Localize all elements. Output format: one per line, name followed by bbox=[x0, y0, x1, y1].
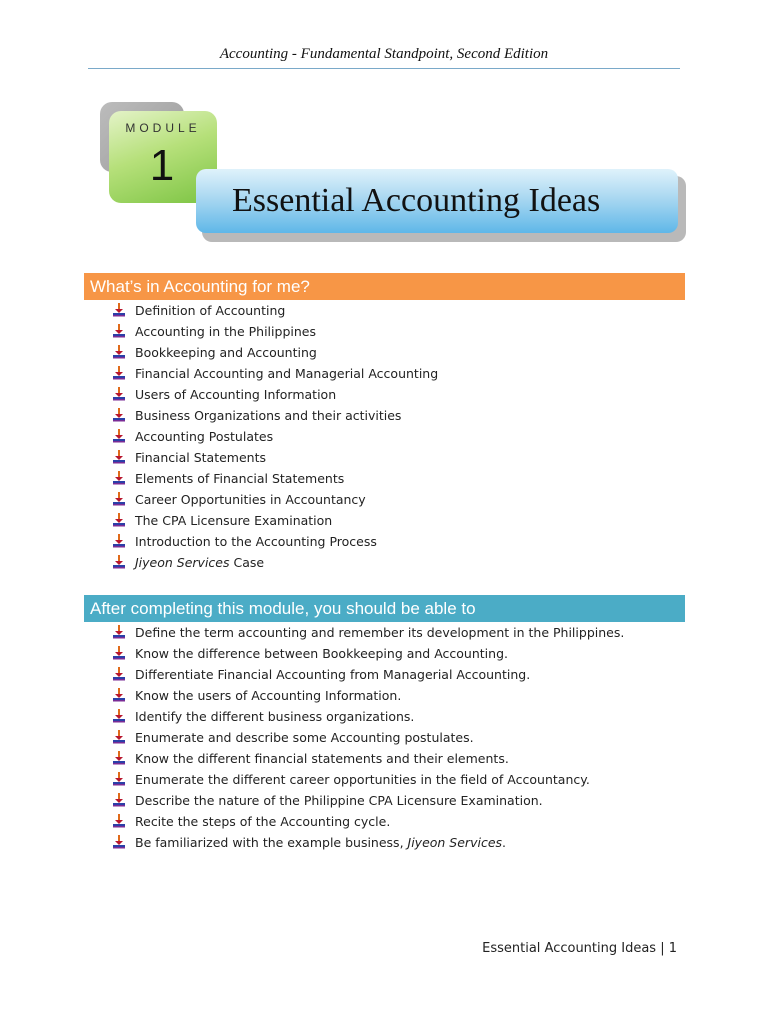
title-box bbox=[196, 169, 678, 233]
arrow-bullet-icon bbox=[112, 470, 126, 486]
list-item bbox=[112, 363, 438, 384]
list-item-text: Define the term accounting and remember its development in the Philippines. bbox=[135, 625, 625, 640]
arrow-bullet-icon bbox=[112, 302, 126, 318]
list-item bbox=[112, 769, 624, 790]
list-item-text: Elements of Financial Statements bbox=[135, 471, 345, 486]
list-item-text: Financial Accounting and Managerial Accounting bbox=[135, 366, 439, 381]
arrow-bullet-icon bbox=[112, 491, 126, 507]
section-heading-objectives: After completing this module, you should be able to bbox=[84, 595, 685, 622]
list-item bbox=[112, 426, 438, 447]
objectives-list bbox=[112, 622, 624, 853]
arrow-bullet-icon bbox=[112, 365, 126, 381]
list-item bbox=[112, 832, 624, 853]
list-item bbox=[112, 622, 624, 643]
arrow-bullet-icon bbox=[112, 323, 126, 339]
list-item bbox=[112, 811, 624, 832]
list-item-text: . bbox=[502, 835, 507, 850]
arrow-bullet-icon bbox=[112, 729, 126, 745]
arrow-bullet-icon bbox=[112, 666, 126, 682]
list-item bbox=[112, 489, 438, 510]
list-item-text: Know the users of Accounting Information. bbox=[135, 688, 402, 703]
list-item bbox=[112, 706, 624, 727]
list-item bbox=[112, 727, 624, 748]
arrow-bullet-icon bbox=[112, 428, 126, 444]
list-item-text: Enumerate and describe some Accounting postulates. bbox=[135, 730, 474, 745]
running-header: Accounting - Fundamental Standpoint, Second Edition bbox=[219, 46, 549, 62]
list-item bbox=[112, 643, 624, 664]
list-item bbox=[112, 468, 438, 489]
arrow-bullet-icon bbox=[112, 449, 126, 465]
list-item-text: Know the difference between Bookkeeping and Accounting. bbox=[135, 646, 508, 661]
list-item bbox=[112, 300, 438, 321]
list-item-text: Recite the steps of the Accounting cycle. bbox=[135, 814, 391, 829]
list-item bbox=[112, 664, 624, 685]
business-name: Jiyeon Services bbox=[135, 555, 230, 570]
arrow-bullet-icon bbox=[112, 533, 126, 549]
arrow-bullet-icon bbox=[112, 344, 126, 360]
list-item-text: Differentiate Financial Accounting from Managerial Accounting. bbox=[135, 667, 531, 682]
arrow-bullet-icon bbox=[112, 708, 126, 724]
list-item-text: The CPA Licensure Examination bbox=[135, 513, 333, 528]
list-item-text: Identify the different business organizations. bbox=[135, 709, 415, 724]
list-item-text: Be familiarized with the example business, bbox=[135, 835, 408, 850]
list-item bbox=[112, 531, 438, 552]
list-item-text: Career Opportunities in Accountancy bbox=[135, 492, 366, 507]
list-item-text: Accounting Postulates bbox=[135, 429, 274, 444]
header-rule bbox=[88, 68, 680, 69]
arrow-bullet-icon bbox=[112, 771, 126, 787]
list-item bbox=[112, 447, 438, 468]
business-name: Jiyeon Services bbox=[407, 835, 503, 850]
list-item-text: Enumerate the different career opportunities in the field of Accountancy. bbox=[135, 772, 590, 787]
arrow-bullet-icon bbox=[112, 554, 126, 570]
list-item bbox=[112, 748, 624, 769]
arrow-bullet-icon bbox=[112, 624, 126, 640]
list-item-text: Users of Accounting Information bbox=[135, 387, 337, 402]
list-item bbox=[112, 342, 438, 363]
list-item-text: Business Organizations and their activities bbox=[135, 408, 402, 423]
arrow-bullet-icon bbox=[112, 512, 126, 528]
list-item-text: Financial Statements bbox=[135, 450, 266, 465]
arrow-bullet-icon bbox=[112, 645, 126, 661]
module-number: 1 bbox=[149, 141, 175, 190]
arrow-bullet-icon bbox=[112, 386, 126, 402]
list-item bbox=[112, 685, 624, 706]
list-item bbox=[112, 321, 438, 342]
module-label: MODULE bbox=[125, 121, 201, 135]
list-item-text: Bookkeeping and Accounting bbox=[135, 345, 317, 360]
arrow-bullet-icon bbox=[112, 687, 126, 703]
arrow-bullet-icon bbox=[112, 792, 126, 808]
list-item-text: Introduction to the Accounting Process bbox=[135, 534, 377, 549]
arrow-bullet-icon bbox=[112, 813, 126, 829]
list-item-text: Know the different financial statements and their elements. bbox=[135, 751, 509, 766]
list-item-text: Definition of Accounting bbox=[135, 303, 286, 318]
chapter-title: Essential Accounting Ideas bbox=[232, 182, 601, 219]
list-item bbox=[112, 790, 624, 811]
contents-list bbox=[112, 300, 438, 573]
list-item-text: Describe the nature of the Philippine CPA Licensure Examination. bbox=[135, 793, 543, 808]
arrow-bullet-icon bbox=[112, 834, 126, 850]
arrow-bullet-icon bbox=[112, 750, 126, 766]
section-heading-contents: What’s in Accounting for me? bbox=[84, 273, 685, 300]
list-item bbox=[112, 552, 438, 573]
list-item bbox=[112, 510, 438, 531]
arrow-bullet-icon bbox=[112, 407, 126, 423]
list-item bbox=[112, 405, 438, 426]
list-item bbox=[112, 384, 438, 405]
list-item-text: Case bbox=[229, 555, 265, 570]
page-footer: Essential Accounting Ideas | 1 bbox=[482, 941, 677, 956]
list-item-text: Accounting in the Philippines bbox=[135, 324, 316, 339]
